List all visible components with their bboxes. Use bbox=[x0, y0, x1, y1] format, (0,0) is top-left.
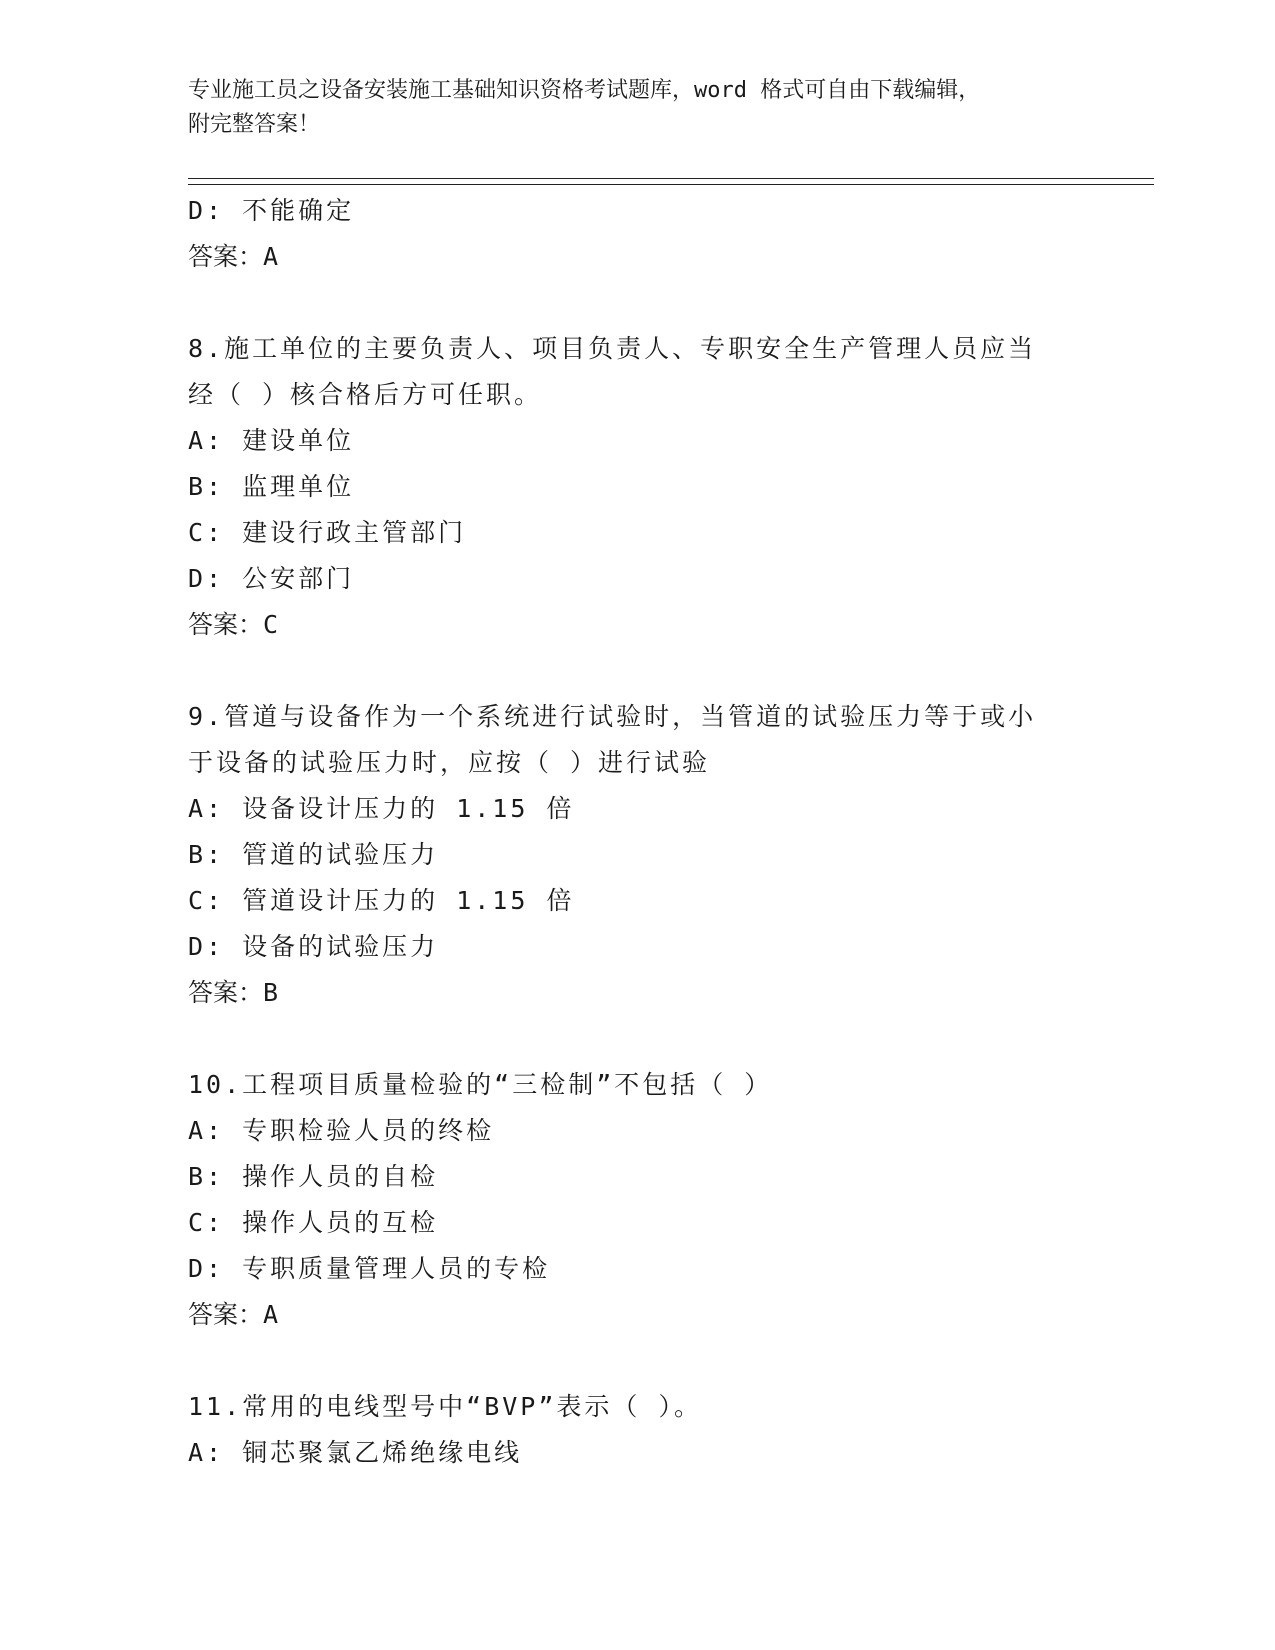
question-list bbox=[188, 188, 1088, 1476]
question-8 bbox=[188, 326, 1088, 648]
option-d: D: 公安部门 bbox=[188, 564, 355, 593]
option-b: B: 操作人员的自检 bbox=[188, 1162, 439, 1191]
option-d: D: 专职质量管理人员的专检 bbox=[188, 1254, 551, 1283]
question-9 bbox=[188, 694, 1088, 1016]
option-c: C: 建设行政主管部门 bbox=[188, 518, 467, 547]
header-line-1: 专业施工员之设备安装施工基础知识资格考试题库，word 格式可自由下载编辑， bbox=[188, 78, 981, 103]
answer: 答案：A bbox=[188, 1300, 279, 1329]
option-a: A: 设备设计压力的 1.15 倍 bbox=[188, 794, 575, 823]
option-a: A: 建设单位 bbox=[188, 426, 355, 455]
answer: 答案：C bbox=[188, 610, 279, 639]
question-text: 10.工程项目质量检验的“三检制”不包括（ ） bbox=[188, 1070, 773, 1099]
question-text: 11.常用的电线型号中“BVP”表示（ ）。 bbox=[188, 1392, 702, 1421]
option-a: A: 专职检验人员的终检 bbox=[188, 1116, 495, 1145]
header-line-2: 附完整答案！ bbox=[188, 112, 321, 137]
spacer bbox=[188, 648, 1088, 694]
spacer bbox=[188, 1338, 1088, 1384]
answer: 答案：A bbox=[188, 242, 279, 271]
question-text: 8.施工单位的主要负责人、项目负责人、专职安全生产管理人员应当 bbox=[188, 334, 1037, 363]
spacer bbox=[188, 1016, 1088, 1062]
option-b: B: 管道的试验压力 bbox=[188, 840, 439, 869]
option-c: C: 操作人员的互检 bbox=[188, 1208, 439, 1237]
question-11 bbox=[188, 1384, 1088, 1476]
option-a: A: 铜芯聚氯乙烯绝缘电线 bbox=[188, 1438, 523, 1467]
header-divider-top bbox=[188, 178, 1154, 179]
option-c: C: 管道设计压力的 1.15 倍 bbox=[188, 886, 575, 915]
question-text-continued: 经（ ）核合格后方可任职。 bbox=[188, 380, 543, 409]
header-divider-bottom bbox=[188, 184, 1154, 185]
question-10 bbox=[188, 1062, 1088, 1338]
question-text-continued: 于设备的试验压力时，应按（ ）进行试验 bbox=[188, 748, 711, 777]
question-text: 9.管道与设备作为一个系统进行试验时，当管道的试验压力等于或小 bbox=[188, 702, 1037, 731]
previous-question-tail bbox=[188, 188, 1088, 280]
document-header bbox=[188, 74, 1168, 142]
answer: 答案：B bbox=[188, 978, 279, 1007]
option-d: D: 设备的试验压力 bbox=[188, 932, 439, 961]
spacer bbox=[188, 280, 1088, 326]
option-d: D: 不能确定 bbox=[188, 196, 355, 225]
option-b: B: 监理单位 bbox=[188, 472, 355, 501]
